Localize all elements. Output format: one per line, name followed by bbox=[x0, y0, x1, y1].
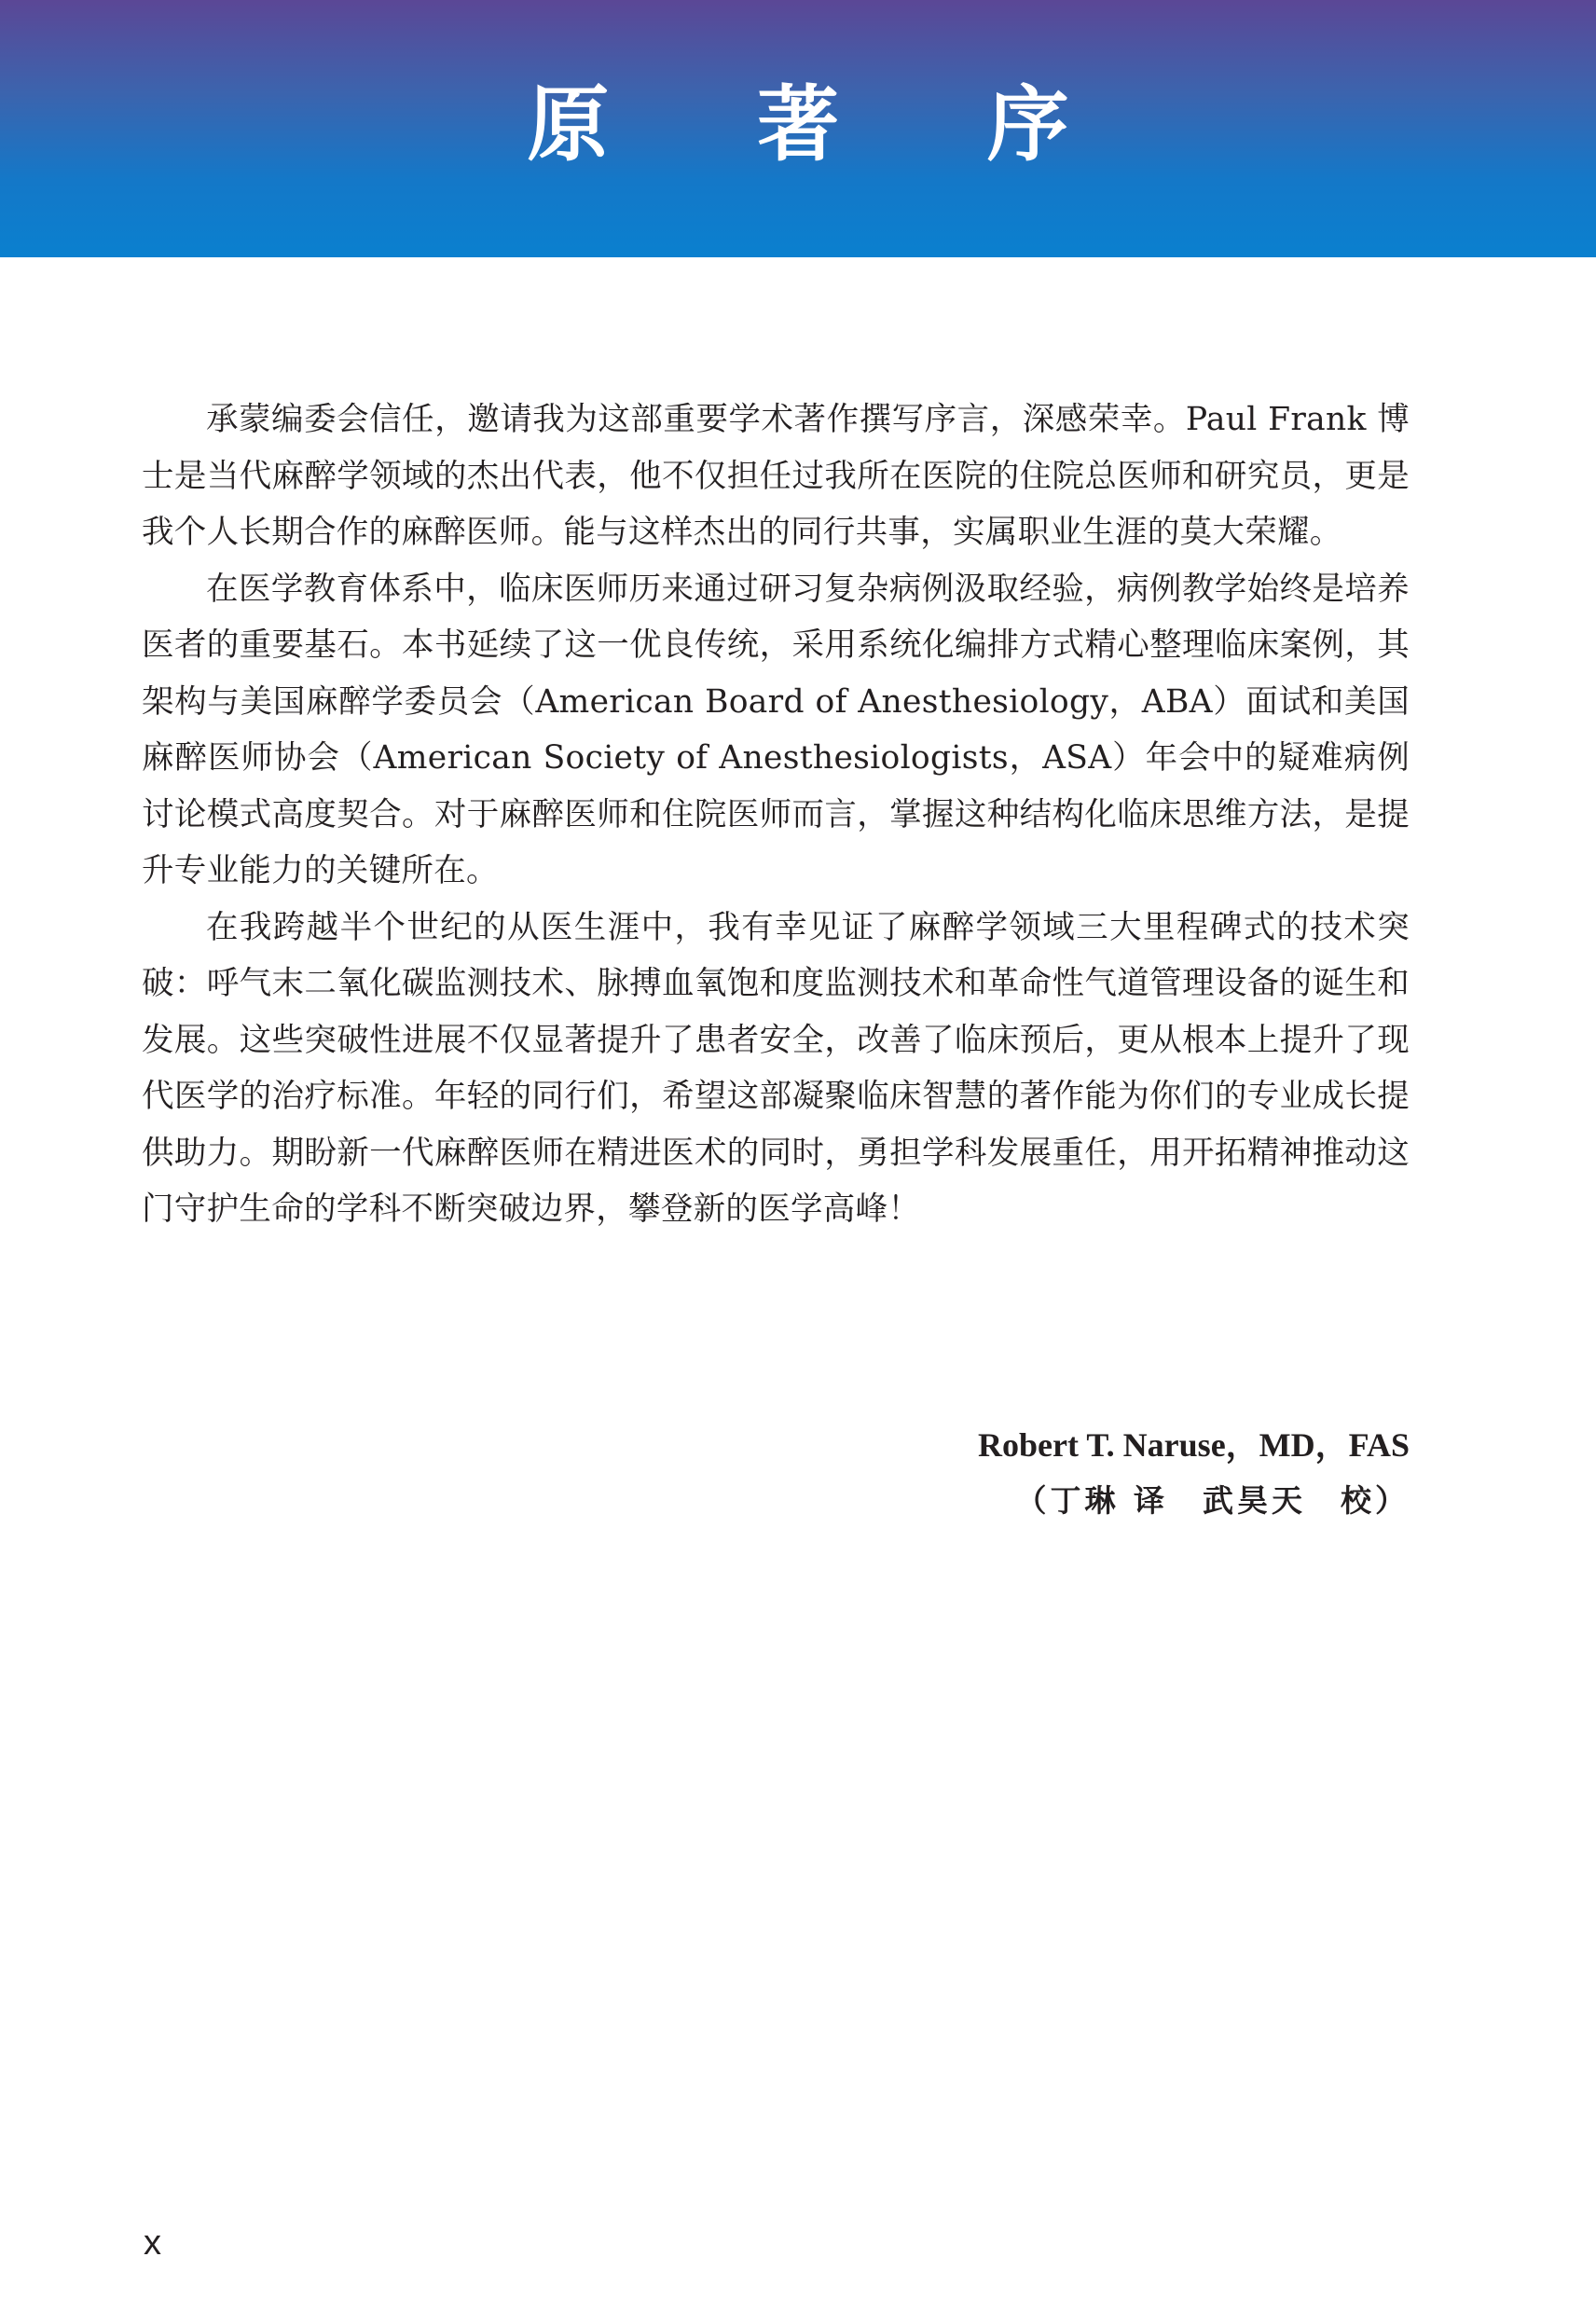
preface-body bbox=[142, 392, 1410, 1238]
paragraph-1: 承蒙编委会信任，邀请我为这部重要学术著作撰写序言，深感荣幸。Paul Frank 博士是当代麻醉学领域的杰出代表，他不仅担任过我所在医院的住院总医师和研究员，更是我个人长期合作的麻醉医师。能与这样杰出的同行共事，实属职业生涯的莫大荣耀。 bbox=[142, 401, 1410, 551]
author-name: Robert T. Naruse，MD，FAS bbox=[978, 1426, 1410, 1464]
paragraph-2: 在医学教育体系中，临床医师历来通过研习复杂病例汲取经验，病例教学始终是培养医者的重要基石。本书延续了这一优良传统，采用系统化编排方式精心整理临床案例，其架构与美国麻醉学委员会（American Board of Anesthesiology，ABA）面试和美国麻醉医师协会（American Society of Anesthesiologists，ASA）年会中的疑难病例讨论模式高度契合。对于麻醉医师和住院医师而言，掌握这种结构化临床思维方法，是提升专业能力的关键所在。 bbox=[142, 570, 1410, 889]
paragraph-3: 在我跨越半个世纪的从医生涯中，我有幸见证了麻醉学领域三大里程碑式的技术突破：呼气末二氧化碳监测技术、脉搏血氧饱和度监测技术和革命性气道管理设备的诞生和发展。这些突破性进展不仅显著提升了患者安全，改善了临床预后，更从根本上提升了现代医学的治疗标准。年轻的同行们，希望这部凝聚临床智慧的著作能为你们的专业成长提供助力。期盼新一代麻醉医师在精进医术的同时，勇担学科发展重任，用开拓精神推动这门守护生命的学科不断突破边界，攀登新的医学高峰！ bbox=[142, 908, 1410, 1228]
signature-block bbox=[142, 1417, 1410, 1529]
translator-note: （丁琳 译 武昊天 校） bbox=[1015, 1482, 1410, 1519]
page-number: x bbox=[144, 2223, 161, 2263]
page-title: 原 著 序 bbox=[527, 76, 1129, 172]
